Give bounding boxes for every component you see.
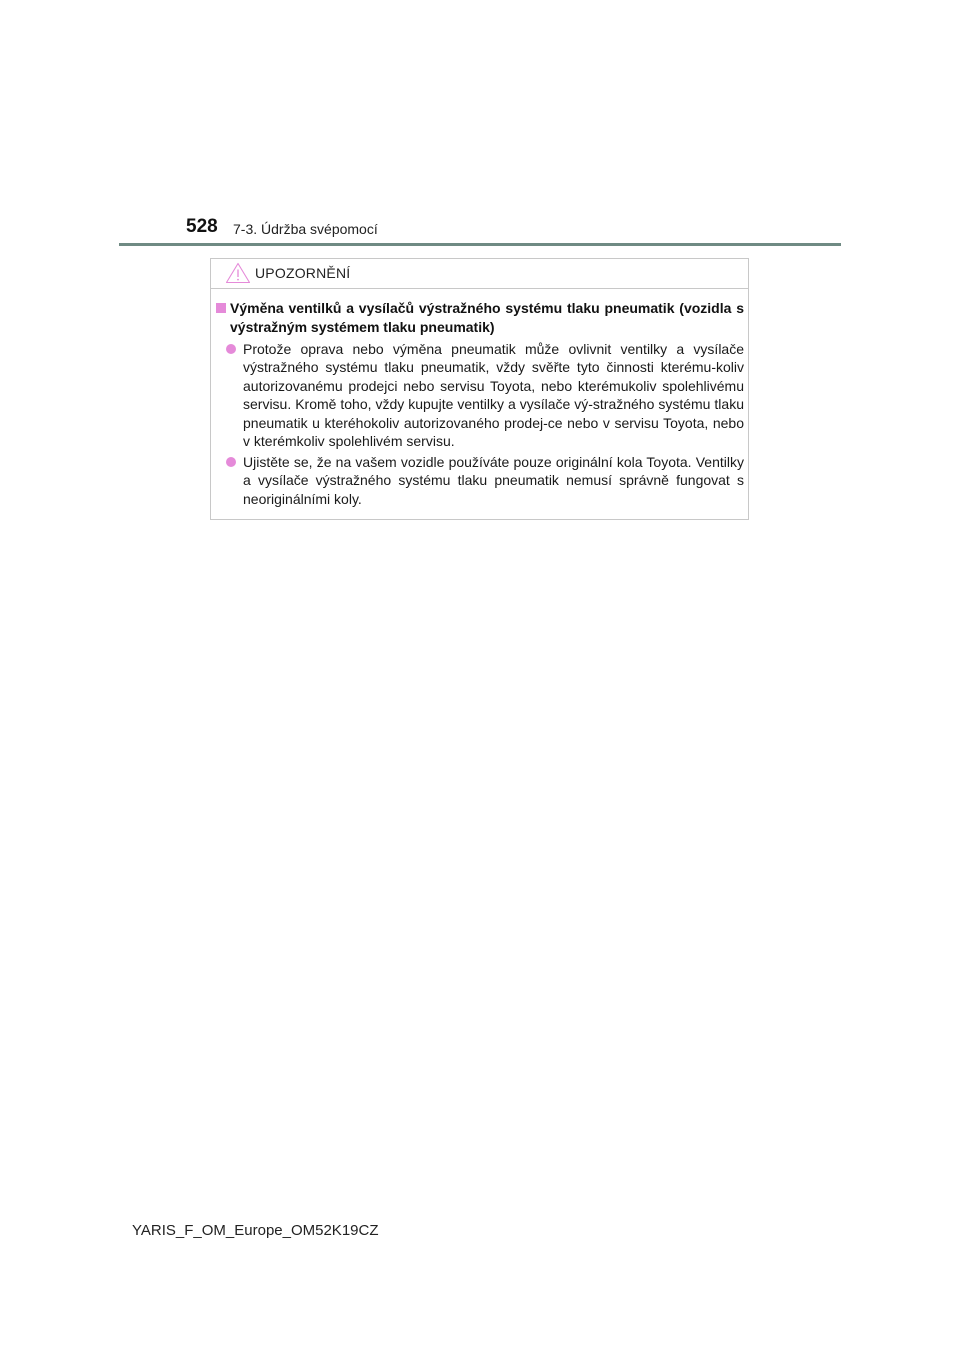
warning-bullet-text: Protože oprava nebo výměna pneumatik může ovlivnit ventilky a vysílače výstražného systému tlaku pneumatik, vždy svěřte tyto činnosti kterému-koliv autorizovanému prodejci nebo servisu Toyota, nebo kterémukoliv spolehlivému servisu. Kromě toho, vždy kupujte ventilky a vysílače vý-stražného systému tlaku pneumatik u kteréhokoliv autorizovaného prodej-ce nebo v servisu Toyota, nebo v kterémkoliv spolehlivém servisu.	[243, 341, 744, 450]
warning-bullet-text: Ujistěte se, že na vašem vozidle používáte pouze originální kola Toyota. Ventilky a vysílače výstražného systému tlaku pneumatik nemusí správně fungovat s neoriginálními koly.	[243, 454, 744, 507]
warning-topic	[216, 299, 744, 337]
circle-bullet-icon	[226, 457, 236, 467]
warning-header	[211, 259, 748, 289]
square-bullet-icon	[216, 303, 226, 313]
warning-topic-text: Výměna ventilků a vysílačů výstražného systému tlaku pneumatik (vozidla s výstražným systémem tlaku pneumatik)	[230, 300, 744, 335]
warning-label: UPOZORNĚNÍ	[255, 265, 351, 281]
section-title: 7-3. Údržba svépomocí	[233, 221, 378, 237]
warning-bullet-item	[226, 453, 744, 508]
page-number: 528	[186, 216, 218, 237]
header-rule	[119, 243, 841, 246]
warning-bullet-item	[226, 340, 744, 450]
warning-triangle-icon	[225, 262, 251, 284]
warning-box	[210, 258, 749, 520]
circle-bullet-icon	[226, 344, 236, 354]
document-id: YARIS_F_OM_Europe_OM52K19CZ	[132, 1222, 379, 1239]
